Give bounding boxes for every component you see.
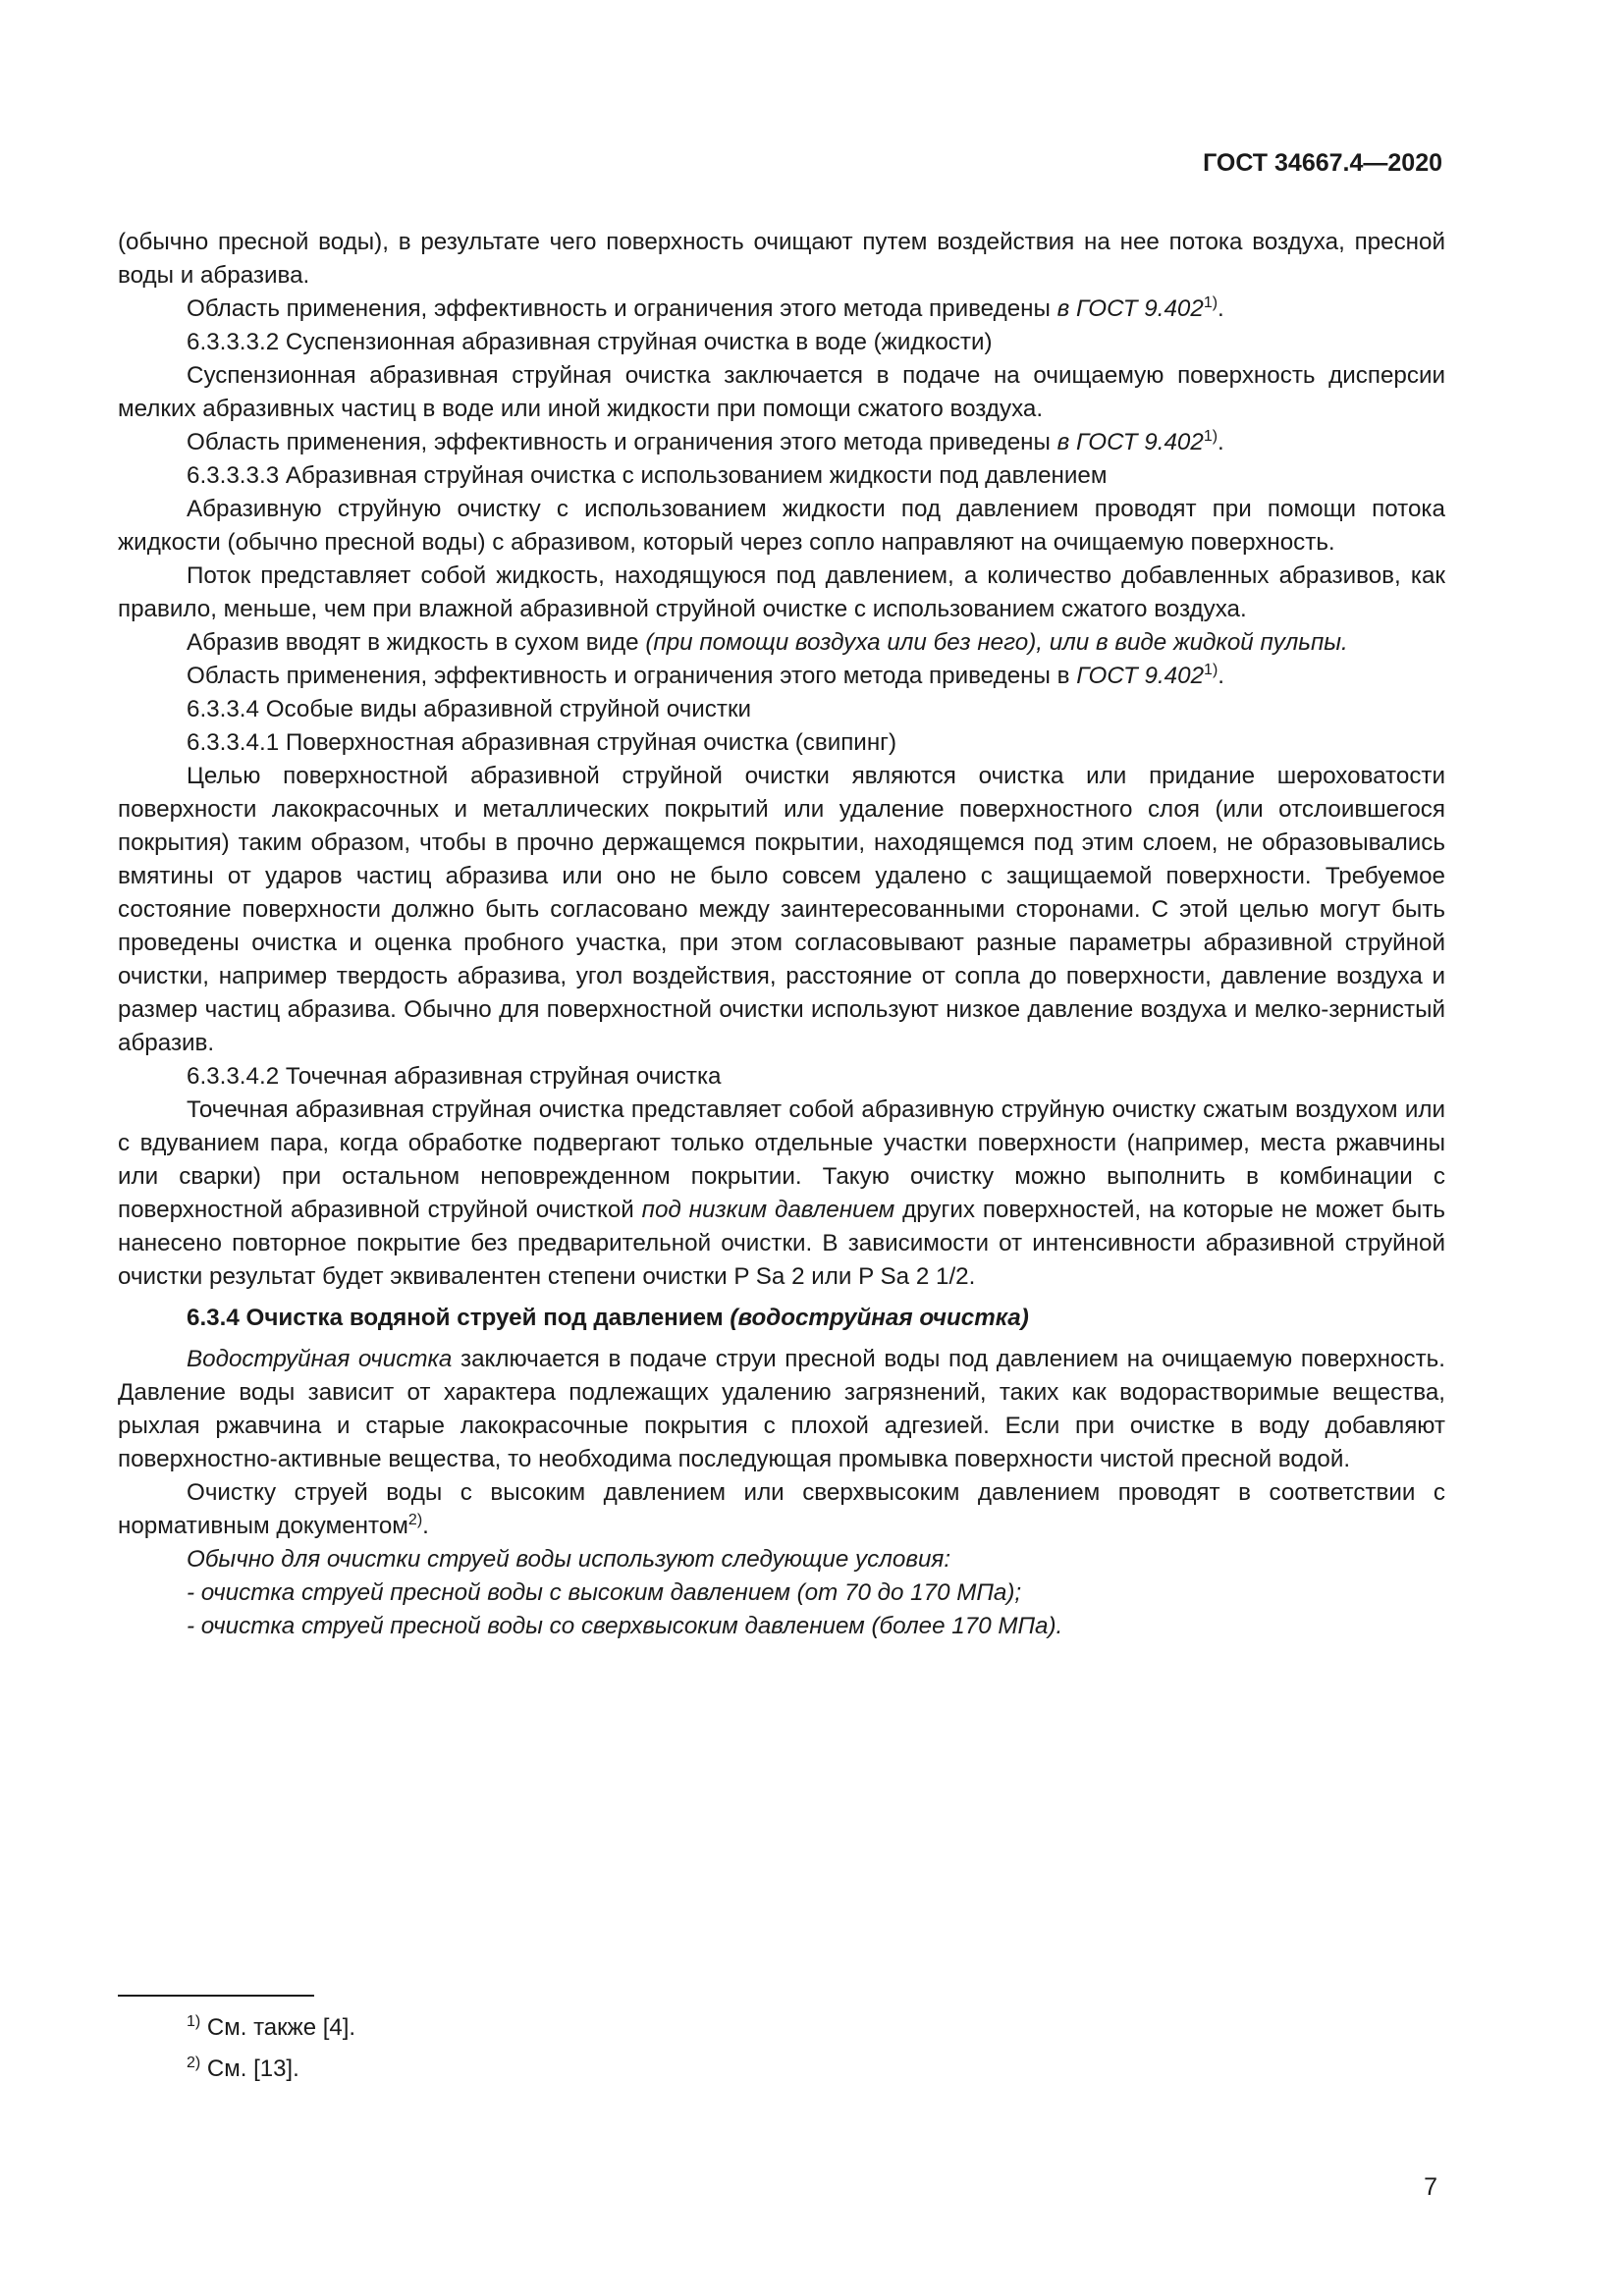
footnote-1: $^{1)}$ См. также [4]. <box>187 2013 356 2041</box>
body-text <box>118 226 1445 1643</box>
paragraph-sweeping: Целью поверхностной абразивной струйной очистки являются очистка или придание шероховатости поверхности лакокрасочных и металлических покрытий или удаление поверхностного слоя (или отслоившегося покрытия) таким образом, чтобы в прочно держащемся покрытии, находящемся под этим слоем, не образовывались вмятины от ударов частиц абразива или оно не было совсем удалено с защищаемой поверхности. Требуемое состояние поверхности должно быть согласовано между заинтересованными сторонами. С этой целью могут быть проведены очистка и оценка пробного участка, при этом согласовывают разные параметры абразивной струйной очистки, например твердость абразива, угол воздействия, расстояние от сопла до поверхности, давление воздуха и размер частиц абразива. Обычно для поверхностной очистки используют низкое давление воздуха и мелко-зернистый абразив. <box>118 763 1445 1056</box>
footnote-mark: 1) <box>1203 294 1218 311</box>
section-6-3-3-4-title: 6.3.3.4 Особые виды абразивной струйной очистки <box>187 696 752 722</box>
paragraph-scope-ref-2: Область применения, эффективность и ограничения этого метода приведены в ГОСТ 9.402$^{1)}$. <box>187 428 1224 455</box>
paragraph-conditions-intro: Обычно для очистки струей воды используют следующие условия: <box>187 1546 951 1573</box>
paragraph-abrasive-input: Абразив вводят в жидкость в сухом виде (при помощи воздуха или без него), или в виде жидкой пульпы. <box>187 629 1348 656</box>
paragraph-high-pressure: Очистку струей воды с высоким давлением или сверхвысоким давлением проводят в соответствии с нормативным документом$^{2)}$. <box>118 1479 1445 1539</box>
document-id-header: ГОСТ 34667.4—2020 <box>1203 149 1442 177</box>
section-6-3-4-heading: 6.3.4 Очистка водяной струей под давлением (водоструйная очистка) <box>187 1305 1029 1331</box>
paragraph-continuation: (обычно пресной воды), в результате чего поверхность очищают путем воздействия на нее потока воздуха, пресной воды и абразива. <box>118 229 1445 289</box>
section-6-3-3-4-1-title: 6.3.3.4.1 Поверхностная абразивная струйная очистка (свипинг) <box>187 729 897 756</box>
footnote-2: $^{2)}$ См. [13]. <box>187 2055 299 2082</box>
section-6-3-3-3-2-title: 6.3.3.3.2 Суспензионная абразивная струйная очистка в воде (жидкости) <box>187 329 993 355</box>
list-item-high-pressure: - очистка струей пресной воды с высоким давлением (от 70 до 170 МПа); <box>187 1579 1022 1606</box>
gost-reference: ГОСТ 9.402 <box>1076 663 1205 689</box>
footnote-separator <box>118 1995 314 1997</box>
paragraph-water-jetting: Водоструйная очистка заключается в подаче струи пресной воды под давлением на очищаемую поверхность. Давление воды зависит от характера подлежащих удалению загрязнений, таких как водорастворимые вещества, рыхлая ржавчина и старые лакокрасочные покрытия с плохой адгезией. Если при очистке в воду добавляют поверхностно-активные вещества, то необходима последующая промывка поверхности чистой пресной водой. <box>118 1346 1445 1472</box>
section-6-3-3-3-3-title: 6.3.3.3.3 Абразивная струйная очистка с использованием жидкости под давлением <box>187 462 1108 489</box>
page-number: 7 <box>1424 2173 1437 2201</box>
section-6-3-3-4-2-title: 6.3.3.4.2 Точечная абразивная струйная очистка <box>187 1063 722 1090</box>
paragraph-pressure-liquid-blasting: Абразивную струйную очистку с использованием жидкости под давлением проводят при помощи потока жидкости (обычно пресной воды) с абразивом, который через сопло направляют на очищаемую поверхность. <box>118 496 1445 556</box>
paragraph-suspension-blasting: Суспензионная абразивная струйная очистка заключается в подаче на очищаемую поверхность дисперсии мелких абразивных частиц в воде или иной жидкости при помощи сжатого воздуха. <box>118 362 1445 422</box>
paragraph-scope-ref-1: Область применения, эффективность и ограничения этого метода приведены в ГОСТ 9.402$^{1)}$. <box>187 294 1224 322</box>
paragraph-spot-blasting: Точечная абразивная струйная очистка представляет собой абразивную струйную очистку сжатым воздухом или с вдуванием пара, когда обработке подвергают только отдельные участки поверхности (например, места ржавчины или сварки) при остальном неповрежденном покрытии. Такую очистку можно выполнить в комбинации с поверхностной абразивной струйной очисткой под низким давлением других поверхностей, на которые не может быть нанесено повторное покрытие без предварительной очистки. В зависимости от интенсивности абразивной струйной очистки результат будет эквивалентен степени очистки P Sa 2 или P Sa 2 1/2. <box>118 1096 1445 1290</box>
footnote-mark: 1) <box>1204 662 1218 678</box>
gost-reference: в ГОСТ 9.402 <box>1056 429 1204 455</box>
footnote-mark: 2) <box>407 1512 423 1528</box>
footnote-mark: 1) <box>1203 428 1218 445</box>
paragraph-scope-ref-3: Область применения, эффективность и ограничения этого метода приведены в ГОСТ 9.402$^{1)}$. <box>187 662 1225 689</box>
list-item-ultra-high-pressure: - очистка струей пресной воды со сверхвысоким давлением (более 170 МПа). <box>187 1613 1063 1639</box>
paragraph-flow-description: Поток представляет собой жидкость, находящуюся под давлением, а количество добавленных абразивов, как правило, меньше, чем при влажной абразивной струйной очистке с использованием сжатого воздуха. <box>118 562 1445 622</box>
gost-reference: в ГОСТ 9.402 <box>1056 295 1204 322</box>
term-water-jetting: Водоструйная очистка <box>187 1346 453 1372</box>
